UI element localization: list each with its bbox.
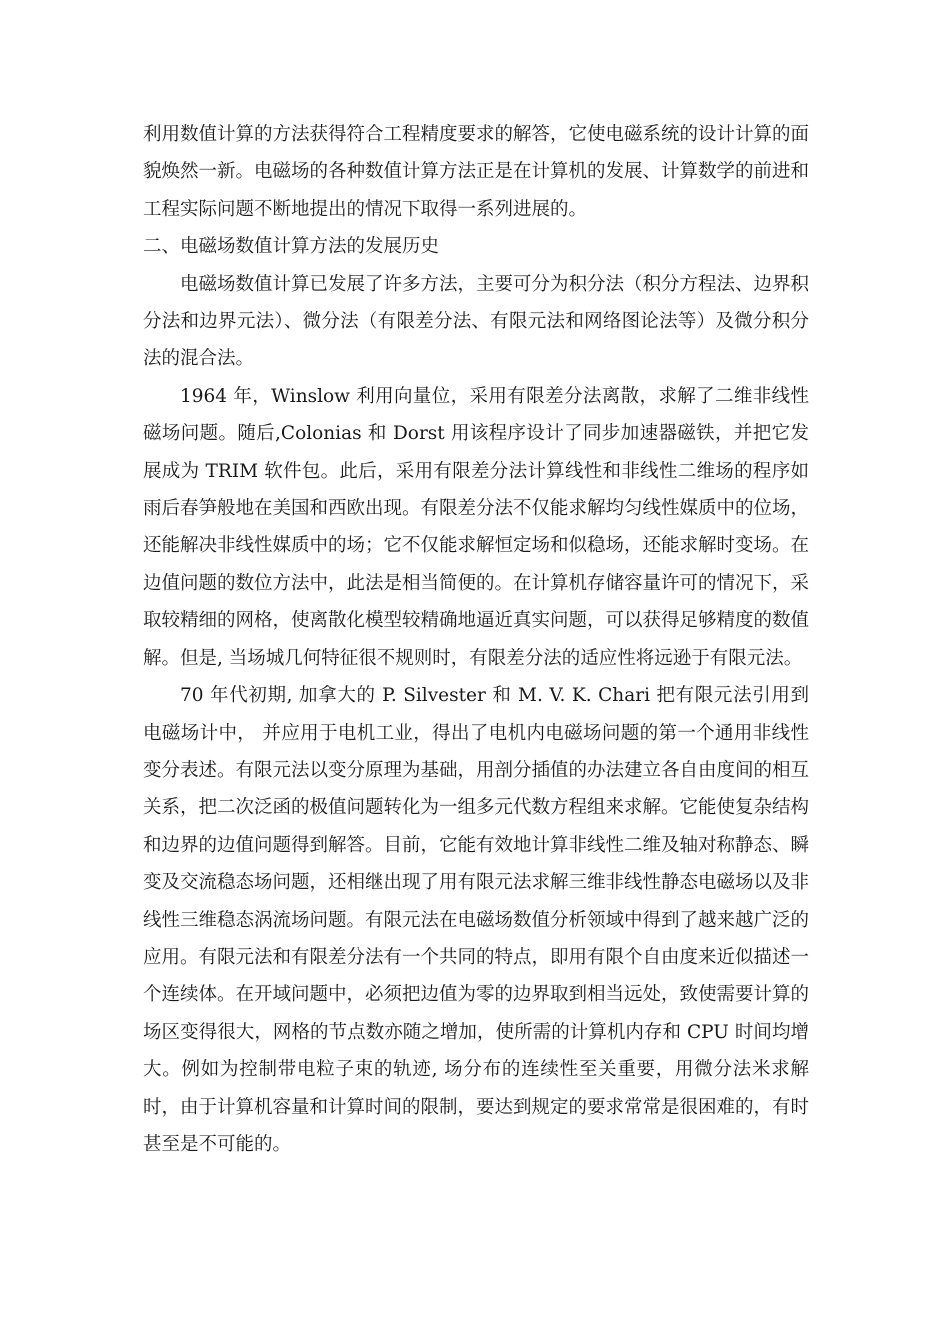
paragraph-continuation: 利用数值计算的方法获得符合工程精度要求的解答，它使电磁系统的设计计算的面貌焕然一新。电磁场的各种数值计算方法正是在计算机的发展、计算数学的前进和工程实际问题不断地提出的情况下取得一系列进展的。 <box>143 124 810 220</box>
paragraph-finite-difference: 1964 年，Winslow 利用向量位，采用有限差分法离散，求解了二维非线性磁场问题。随后,Colonias 和 Dorst 用该程序设计了同步加速器磁铁，并把它发展成为 TRIM 软件包。此后，采用有限差分法计算线性和非线性二维场的程序如雨后春笋般地在美国和西欧出现。有限差分法不仅能求解均匀线性媒质中的位场，还能解决非线性媒质中的场；它不仅能求解恒定场和似稳场，还能求解时变场。在边值问题的数位方法中，此法是相当简便的。在计算机存储容量许可的情况下，采取较精细的网格，使离散化模型较精确地逼近真实问题，可以获得足够精度的数值解。但是, 当场城几何特征很不规则时，有限差分法的适应性将远逊于有限元法。 <box>143 385 810 669</box>
paragraph-finite-element: 70 年代初期, 加拿大的 P. Silvester 和 M. V. K. Chari 把有限元法引用到电磁场计中， 并应用于电机工业，得出了电机内电磁场问题的第一个通用非线性变分表述。有限元法以变分原理为基础，用剖分插值的办法建立各自由度间的相互关系，把二次泛函的极值问题转化为一组多元代数方程组来求解。它能使复杂结构和边界的边值问题得到解答。目前，它能有效地计算非线性二维及轴对称静态、瞬变及交流稳态场问题，还相继出现了用有限元法求解三维非线性静态电磁场以及非线性三维稳态涡流场问题。有限元法在电磁场数值分析领域中得到了越来越广泛的应用。有限元法和有限差分法有一个共同的特点，即用有限个自由度来近似描述一个连续体。在开域问题中，必须把边值为零的边界取到相当远处，致使需要计算的场区变得很大，网格的节点数亦随之增加，使所需的计算机内存和 CPU 时间均增大。例如为控制带电粒子束的轨迹, 场分布的连续性至关重要，用微分法米求解时，由于计算机容量和计算时间的限制，要达到规定的要求常常是很困难的，有时甚至是不可能的。 <box>143 685 810 1155</box>
section-heading: 二、电磁场数值计算方法的发展历史 <box>143 236 440 258</box>
document-page <box>143 116 809 1163</box>
paragraph-methods-overview: 电磁场数值计算已发展了许多方法，主要可分为积分法（积分方程法、边界积分法和边界元法）、微分法（有限差分法、有限元法和网络图论法等）及微分积分法的混合法。 <box>143 273 810 370</box>
